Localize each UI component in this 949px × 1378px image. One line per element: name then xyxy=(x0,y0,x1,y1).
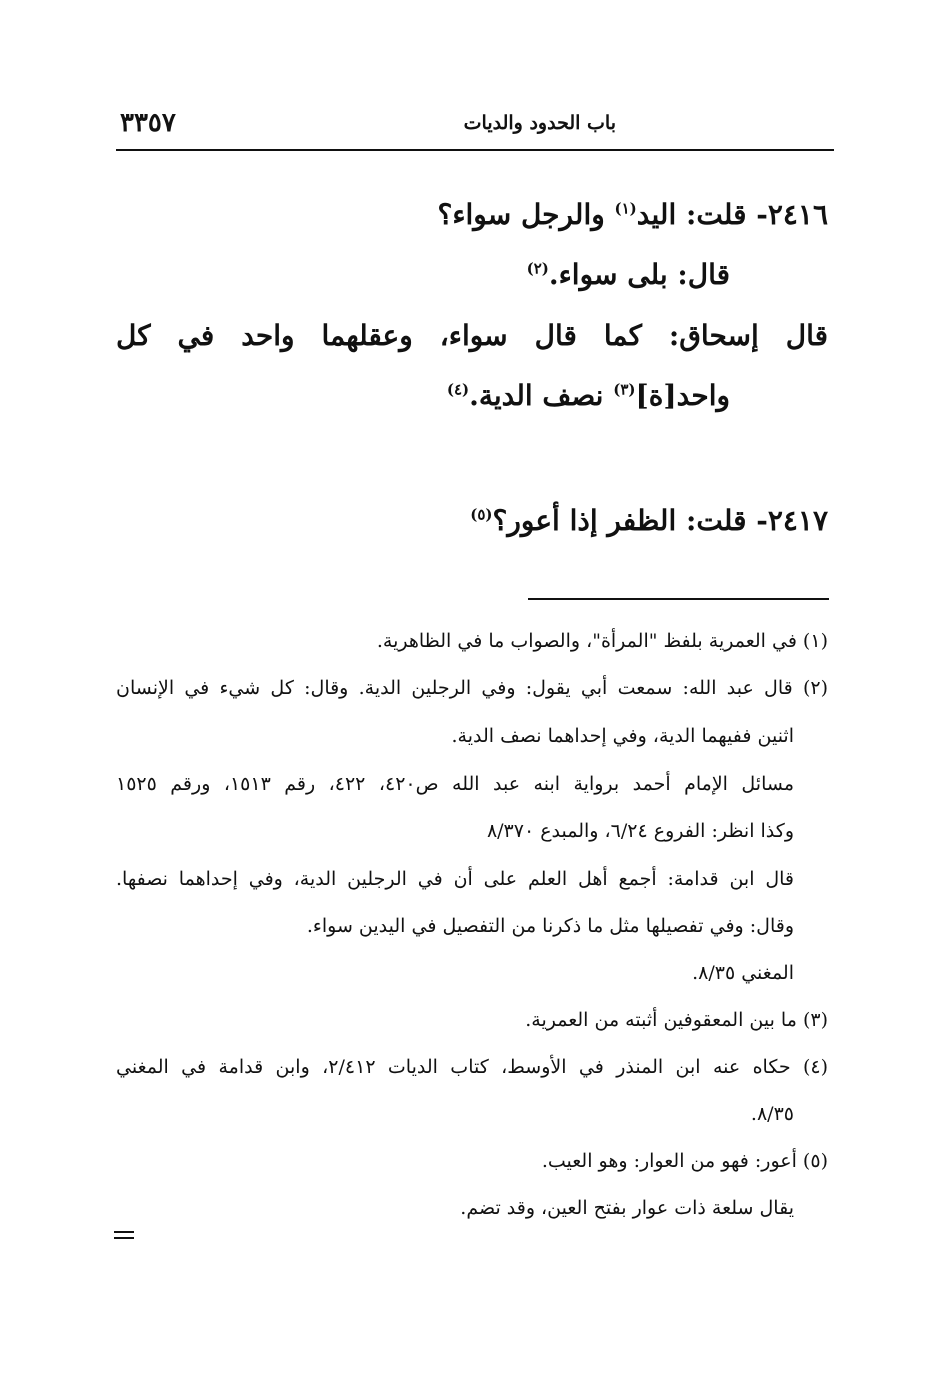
footnote-2-line-4: وكذا انظر: الفروع ٦/٢٤، والمبدع ٨/٣٧٠ xyxy=(486,820,794,842)
continuation-mark xyxy=(114,1231,134,1239)
question-2416 xyxy=(116,197,828,233)
ishaq-text: نصف الدية. xyxy=(469,379,614,412)
footnote-ref: (٥) xyxy=(470,505,493,524)
footnote-2-line-5: قال ابن قدامة: أجمع أهل العلم على أن في الرجلين الدية، وفي إحداهما نصفها. xyxy=(116,868,794,890)
question-text: والرجل سواء؟ xyxy=(437,198,615,231)
page-number: ٣٣٥٧ xyxy=(120,108,176,138)
ishaq-text: قال إسحاق: كما قال سواء، وعقلهما واحد في كل xyxy=(116,319,828,352)
footnote-2-line-2: اثنين ففيهما الدية، وفي إحداهما نصف الدية. xyxy=(451,725,794,747)
footnote-2-line-3: مسائل الإمام أحمد برواية ابنه عبد الله ص٤٢٠، ٤٢٢، رقم ١٥١٣، ورقم ١٥٢٥ xyxy=(116,773,794,795)
footnote-5-line-1: (٥) أعور: فهو من العوار: وهو العيب. xyxy=(541,1150,828,1172)
footnote-ref: (٤) xyxy=(446,380,470,399)
question-number: ٢٤١٧- xyxy=(756,504,828,537)
footnote-ref: (١) xyxy=(614,199,637,218)
footnote-4-line-1: (٤) حكاه عنه ابن المنذر في الأوسط، كتاب الديات ٢/٤١٢، وابن قدامة في المغني xyxy=(116,1056,829,1078)
answer-text: قال: بلى سواء. xyxy=(548,258,730,291)
footnote-2-line-7: المغني ٨/٣٥. xyxy=(692,962,794,984)
footnote-1: (١) في العمرية بلفظ "المرأة"، والصواب ما في الظاهرية. xyxy=(376,630,828,652)
ishaq-line-2 xyxy=(116,378,828,414)
footnote-2-line-6: وقال: وفي تفصيلها مثل ما ذكرنا من التفصيل في اليدين سواء. xyxy=(306,915,794,937)
chapter-title: باب الحدود والديات xyxy=(463,112,616,134)
footnote-3: (٣) ما بين المعقوفين أثبته من العمرية. xyxy=(525,1009,828,1031)
footnote-ref: (٣) xyxy=(613,380,636,399)
ishaq-text: واحد[ة] xyxy=(635,379,730,412)
ishaq-line-1 xyxy=(116,318,828,354)
question-text: قلت: اليد xyxy=(636,198,757,231)
footnote-5-line-2: يقال سلعة ذات عوار بفتح العين، وقد تضم. xyxy=(460,1197,794,1219)
answer-2416 xyxy=(116,257,828,293)
footnote-4-line-2: ٨/٣٥. xyxy=(750,1103,794,1125)
question-number: ٢٤١٦- xyxy=(756,198,828,231)
question-2417 xyxy=(116,503,828,539)
footnote-ref: (٢) xyxy=(526,259,549,278)
footnote-2-line-1: (٢) قال عبد الله: سمعت أبي يقول: وفي الرجلين الدية. وقال: كل شيء في الإنسان xyxy=(116,677,828,699)
question-text: قلت: الظفر إذا أعور؟ xyxy=(492,504,757,537)
footnote-separator xyxy=(528,598,829,600)
header-rule xyxy=(116,149,834,151)
page-header xyxy=(116,108,834,150)
